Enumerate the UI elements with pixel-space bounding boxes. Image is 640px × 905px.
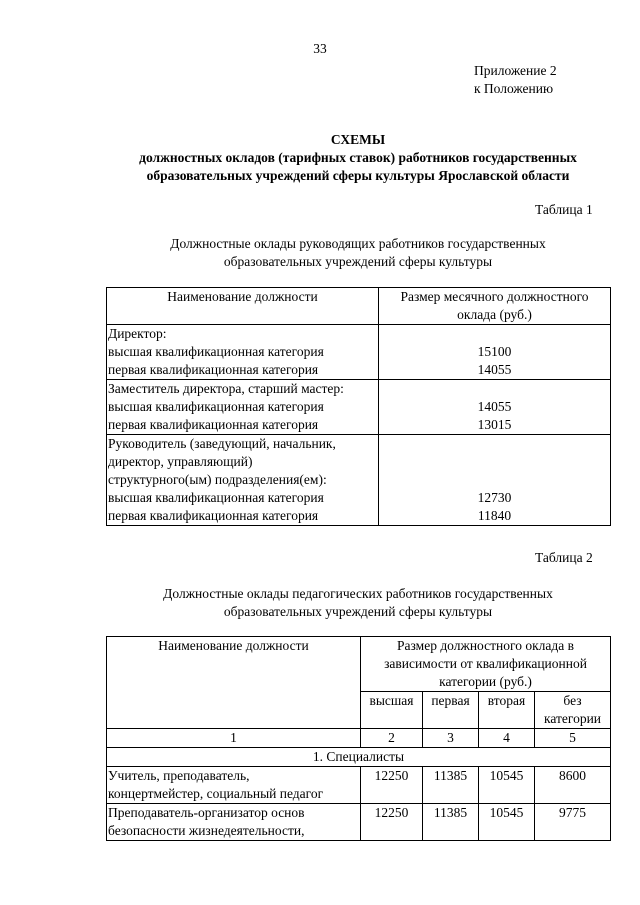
table2-numbers-row <box>107 729 611 748</box>
table2-header-name: Наименование должности <box>107 637 361 729</box>
appendix-note <box>474 62 557 98</box>
column-number: 5 <box>535 729 611 748</box>
column-number: 2 <box>361 729 423 748</box>
table2-header-first: первая <box>423 692 479 729</box>
table1-header-name: Наименование должности <box>107 288 379 325</box>
table2-section-row <box>107 748 611 767</box>
table2-value: 12250 <box>361 804 423 841</box>
table2 <box>106 636 611 841</box>
table1 <box>106 287 611 526</box>
column-number: 1 <box>107 729 361 748</box>
table2-label: Таблица 2 <box>535 550 593 565</box>
table1-header-salary: Размер месячного должностного оклада (руб.) <box>379 288 611 325</box>
table2-header-second: вторая <box>479 692 535 729</box>
table2-value: 12250 <box>361 767 423 804</box>
table2-value: 11385 <box>423 804 479 841</box>
table1-salary: 15100 14055 <box>379 325 611 380</box>
table2-header-row <box>107 637 611 692</box>
table1-header-row <box>107 288 611 325</box>
page-number: 33 <box>313 41 327 56</box>
table2-value: 10545 <box>479 767 535 804</box>
table1-position: Руководитель (заведующий, начальник, директор, управляющий) структурного(ым) подразделения(ем): высшая квалификационная категория первая квалификационная категория <box>107 435 379 526</box>
column-number: 4 <box>479 729 535 748</box>
table-row <box>107 804 611 841</box>
table1-salary: 14055 13015 <box>379 380 611 435</box>
table2-caption-line-1: Должностные оклады педагогических работников государственных <box>163 586 553 601</box>
table1-position: Заместитель директора, старший мастер: высшая квалификационная категория первая квалификационная категория <box>107 380 379 435</box>
table2-value: 8600 <box>535 767 611 804</box>
table-row <box>107 435 611 526</box>
document-subtitle-line-2: образовательных учреждений сферы культуры Ярославской области <box>146 168 570 183</box>
table2-value: 11385 <box>423 767 479 804</box>
table-row <box>107 380 611 435</box>
table1-salary: 12730 11840 <box>379 435 611 526</box>
table1-caption-line-2: образовательных учреждений сферы культуры <box>223 254 493 269</box>
table2-position: Учитель, преподаватель, концертмейстер, социальный педагог <box>107 767 361 804</box>
document-subtitle-line-1: должностных окладов (тарифных ставок) работников государственных <box>139 150 577 165</box>
appendix-line-2: к Положению <box>474 81 554 96</box>
appendix-line-1: Приложение 2 <box>474 63 557 78</box>
table-row <box>107 767 611 804</box>
section-title: 1. Специалисты <box>107 748 611 767</box>
table2-header-none: без категории <box>535 692 611 729</box>
table2-header-highest: высшая <box>361 692 423 729</box>
table-row <box>107 325 611 380</box>
table1-position: Директор: высшая квалификационная категория первая квалификационная категория <box>107 325 379 380</box>
table2-value: 9775 <box>535 804 611 841</box>
column-number: 3 <box>423 729 479 748</box>
table1-label: Таблица 1 <box>535 202 593 217</box>
table2-value: 10545 <box>479 804 535 841</box>
table2-caption-line-2: образовательных учреждений сферы культуры <box>223 604 493 619</box>
table2-header-group: Размер должностного оклада в зависимости от квалификационной категории (руб.) <box>361 637 611 692</box>
table2-position: Преподаватель-организатор основ безопасности жизнедеятельности, <box>107 804 361 841</box>
document-title: СХЕМЫ <box>330 132 386 147</box>
table1-caption-line-1: Должностные оклады руководящих работников государственных <box>170 236 546 251</box>
